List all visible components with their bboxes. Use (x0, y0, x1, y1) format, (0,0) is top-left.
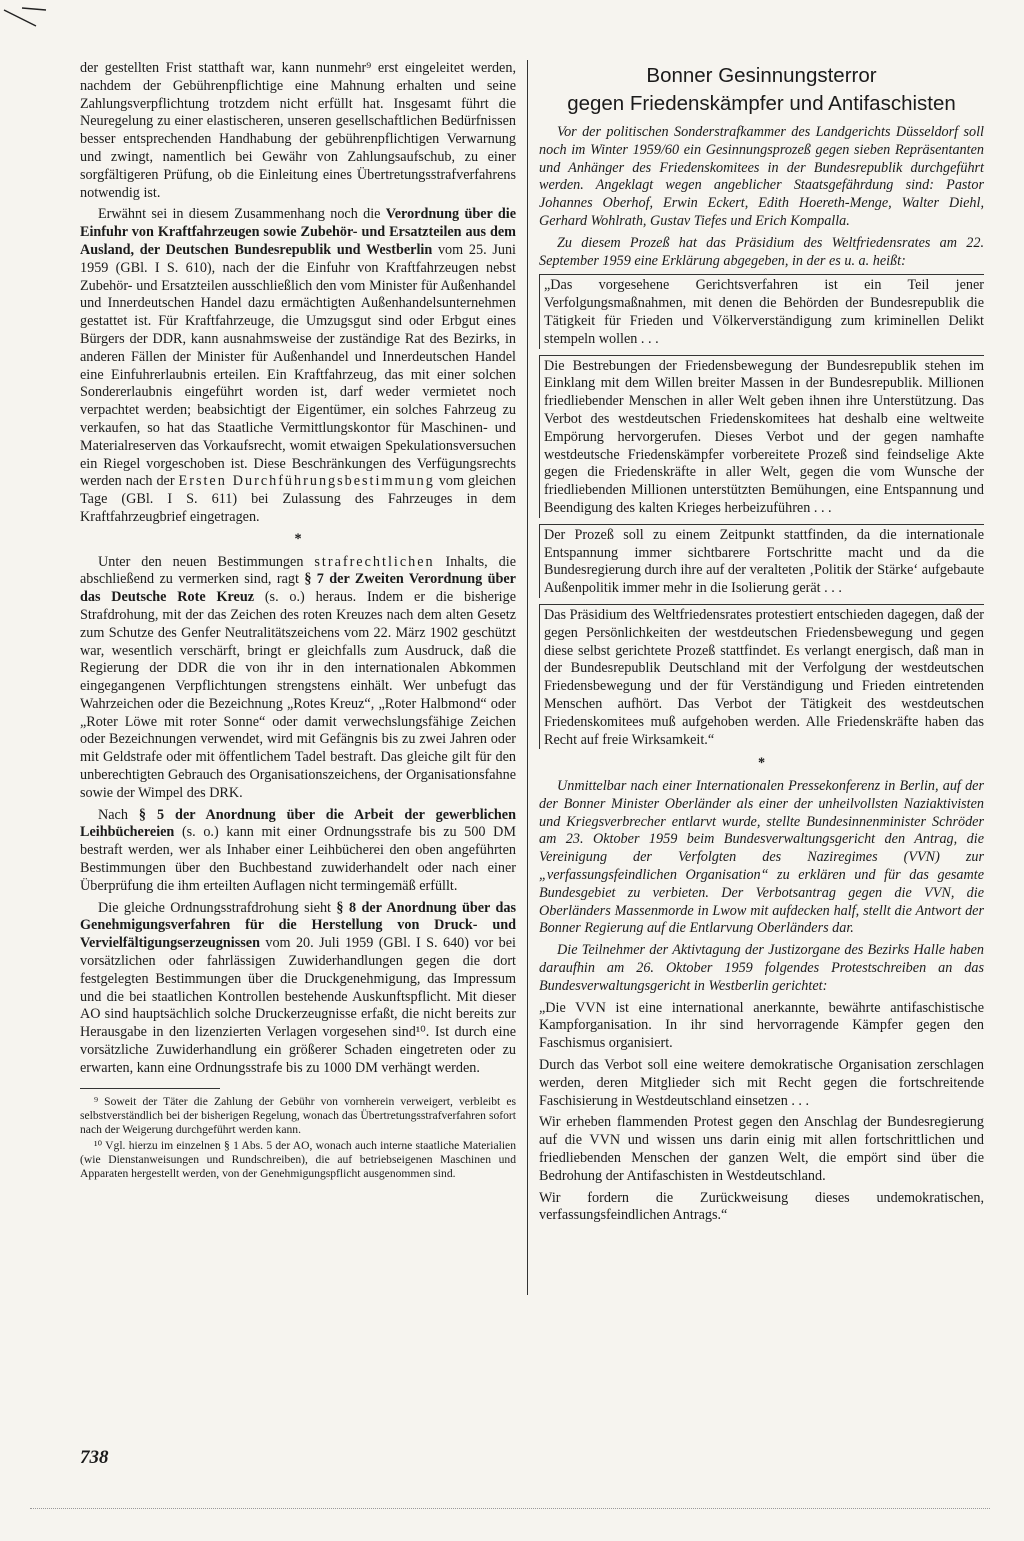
bottom-dotted-rule (30, 1508, 990, 1509)
footnote-rule (80, 1088, 220, 1089)
right-column (539, 60, 984, 1229)
bold-library-ordinance: § 5 der Anordnung über die Arbeit der gewerblichen Leihbüchereien (80, 806, 516, 841)
lead-paragraph-trial: Vor der politischen Sonderstrafkammer des Landgerichts Düsseldorf soll noch im Winter 1959/60 ein Gesinnungsprozeß gegen sieben Repräsentanten und Anhänger des Friedenskomitees in der Bundesrepublik durchgeführt werden. Angeklagt wegen angeblicher Staatsgefährdung sind: Pastor Johannes Oberhof, Erwin Eckert, Edith Hoereth-Menge, Walter Diehl, Gerhard Wohlrath, Gustav Tiefes und Erich Kompalla. (539, 124, 984, 229)
spaced-criminal-law: strafrechtlichen (314, 553, 435, 570)
footnote-9: ⁹ Soweit der Täter die Zahlung der Gebühr von vornherein verweigert, verbleibt es selbstverständlich bei der bisherigen Regelung, wonach das Übertretungsstrafverfahren sofort nach der Weigerung durchgeführt werden kann. (80, 1094, 516, 1136)
bold-printing-ordinance: § 8 der Anordnung über das Genehmigungsverfahren für die Herstellung von Druck- und Vervielfältigungserzeugnissen (80, 899, 516, 952)
quote-paragraph: Die Bestrebungen der Friedensbewegung der Bundesrepublik stehen im Einklang mit dem Willen breiter Massen in der Bundesrepublik. Millionen friedliebender Menschen in aller Welt geben ihnen ihre Unterstützung. Das Verbot des westdeutschen Friedenskomitees hat deshalb eine weltweite Empörung hervorgerufen. Dieses Verbot und der gegen namhafte westdeutsche Friedenskämpfer vorbereitete Prozeß sind feindselige Akte gegen die Friedenskräfte in aller Welt, gegen die vom Wunsche der friedliebenden Millionen unterstützten Bemühungen, eine Entspannung und Beendigung des kalten Krieges herbeizuführen . . . (539, 355, 984, 518)
article-headline: Bonner Gesinnungsterror gegen Friedenskämpfer und Antifaschisten (567, 64, 956, 115)
paragraph-vehicle-import: Erwähnt sei in diesem Zusammenhang noch die Verordnung über die Einfuhr von Kraftfahrzeugen sowie Zubehör- und Ersatzteilen aus dem Ausland, der Deutschen Bundesrepublik und Westberlin vom 25. Juni 1959 (GBl. I S. 610), nach der die Einfuhr von Kraftfahrzeugen nebst Zubehör- und Ersatzteilen ausschließlich den vom Minister für Außenhandel und Innerdeutschen Handel dazu ermächtigten Außenhandelsunternehmen gestattet ist. Für Kraftfahrzeuge, die Umzugsgut sind oder Erbgut eines Bürgers der DDR, kann ausnahmsweise der zuständige Rat des Bezirks, in anderen Fällen der Minister für Außenhandel und Innerdeutschen Handel eine Einfuhrerlaubnis erteilen. Ein Kraftfahrzeug, das mit einer solchen Sondererlaubnis eingeführt worden ist, darf weder vermietet noch verpachtet werden; beabsichtigt der Eigentümer, ein solches Fahrzeug zu verkaufen, so hat das Staatliche Vermittlungskontor für Maschinen- und Materialreserven das Vorkaufsrecht, womit etwaigen Spekulationsversuchen ein Riegel vorgeschoben ist. Diese Beschränkungen des Verfügungsrechts werden nach der Ersten Durchführungsbestimmung vom gleichen Tage (GBl. I S. 611) bei Zulassung des Fahrzeuges in dem Kraftfahrzeugbrief eingetragen. (80, 206, 517, 525)
column-divider (527, 60, 528, 1295)
footnote-10: ¹⁰ Vgl. hierzu im einzelnen § 1 Abs. 5 der AO, wonach auch interne staatliche Materialien (wie Dienstanweisungen und Rundschreiben), die auf betriebseigenen Maschinen und Apparaten hergestellt werden, von der Genehmigungspflicht ausgenommen sind. (80, 1138, 516, 1180)
left-column (80, 60, 516, 1183)
bold-ordinance-title: Verordnung über die Einfuhr von Kraftfahrzeugen sowie Zubehör- und Ersatzteilen aus dem Ausland, der Deutschen Bundesrepublik und Westberlin (80, 206, 517, 258)
lead-paragraph-peace-council: Zu diesem Prozeß hat das Präsidium des Weltfriedensrates am 22. September 1959 eine Erklärung abgegeben, in der es u. a. heißt: (539, 234, 984, 269)
quote-paragraph: Der Prozeß soll zu einem Zeitpunkt stattfinden, da die internationale Entspannung immer sichtbarere Fortschritte macht und da die Bundesregierung durch ihre auf der veralteten ‚Politik der Stärke‘ aufgebaute Außenpolitik immer mehr in die Isolierung gerät . . . (539, 524, 984, 598)
section-separator: * (294, 530, 302, 547)
quote-paragraph: „Die VVN ist eine international anerkannte, bewährte antifaschistische Kampforganisation. In ihr sind hervorragende Kämpfer gegen den Faschismus organisiert. (539, 999, 984, 1052)
paragraph-lending-libraries: Nach § 5 der Anordnung über die Arbeit der gewerblichen Leihbüchereien (s. o.) kann mit einer Ordnungsstrafe bis zu 500 DM bestraft werden, wer als Inhaber einer Leihbücherei den oben angeführten Bestimmungen über den Buchbestand zuwiderhandelt oder nach einer Überprüfung die ihm erteilten Auflagen nicht termingemäß erfüllt. (80, 806, 516, 894)
paragraph-fee-warning: der gestellten Frist statthaft war, kann nunmehr⁹ erst eingeleitet werden, nachdem der Gebührenpflichtige eine Mahnung erhalten und seine Zahlungsverpflichtung trotzdem nicht erfüllt hat. Insgesamt führt die Neuregelung zu einer elastischeren, unseren gesellschaftlichen Bedürfnissen besser entsprechenden Handhabung der gebührenpflichtigen Verwarnung und zwingt, namentlich bei Gewähr von Zahlungsaufschub, zu einer sorgfältigeren Prüfung, ob die Einleitung eines Übertretungsstrafverfahrens notwendig ist. (80, 60, 516, 201)
quote-paragraph: „Das vorgesehene Gerichtsverfahren ist ein Teil jener Verfolgungsmaßnahmen, mit denen die Behörden der Bundesrepublik die Tätigkeit für Frieden und Völkerverständigung zum kriminellen Delikt stempeln wollen . . . (539, 274, 984, 348)
pen-stroke-mark (2, 6, 48, 30)
lead-paragraph-halle-protest: Die Teilnehmer der Aktivtagung der Justizorgane des Bezirks Halle haben daraufhin am 26. Oktober 1959 folgendes Protestschreiben an das Bundesverwaltungsgericht in Westberlin gerichtet: (539, 942, 984, 994)
quote-paragraph: Durch das Verbot soll eine weitere demokratische Organisation zerschlagen werden, deren Mitglieder sich mit Recht gegen die fortschreitende Faschisierung in Westdeutschland einsetzen . . . (539, 1057, 984, 1109)
section-separator: * (757, 755, 766, 772)
lead-paragraph-vvn-ban: Unmittelbar nach einer Internationalen Pressekonferenz in Berlin, auf der der Bonner Minister Oberländer als einer der unheilvollsten Naziaktivisten und Kriegsverbrecher entlarvt wurde, stellte Bundesinnenminister Schröder am 23. Oktober 1959 beim Bundesverwaltungsgericht den Antrag, die Vereinigung der Verfolgten des Naziregimes (VVN) zur „verfassungsfeindlichen Organisation“ zu erklären und für das gesamte Bundesgebiet zu verbieten. Der Verbotsantrag gegen die VVN, die Oberländers Massenmorde in Lwow mit aufdecken half, stellt die Antwort der Bonner Regierung auf die Entlarvung Oberländers dar. (539, 778, 984, 937)
paragraph-red-cross: Unter den neuen Bestimmungen strafrechtlichen Inhalts, die abschließend zu vermerken sind, ragt § 7 der Zweiten Verordnung über das Deutsche Rote Kreuz (s. o.) heraus. Indem er die bisherige Strafdrohung, mit der das Zeichen des roten Kreuzes nach dem alten Gesetz zum Schutze des Genfer Neutralitätszeichens vom 22. März 1902 geschützt war, wesentlich verschärft, bringt er gleichfalls zum Ausdruck, daß die Regierung der DDR die von ihr in den internationalen Abkommen eingegangenen Verpflichtungen strengstens einhält. Wer unbefugt das Wahrzeichen oder die Bezeichnung „Rotes Kreuz“, „Roter Halbmond“ oder „Roter Löwe mit roter Sonne“ oder damit verwechslungsfähige Zeichen oder Bezeichnungen verwendet, wird mit Gefängnis bis zu zwei Jahren oder mit Geldstrafe oder mit öffentlichem Tadel bestraft. Das gleiche gilt für den unberechtigten Gebrauch des Organisationszeichens, der Organisationsfahne sowie der Wimpel des DRK. (80, 553, 516, 801)
quote-paragraph: Wir fordern die Zurückweisung dieses undemokratischen, verfassungsfeindlichen Antrags.“ (539, 1189, 984, 1224)
quote-paragraph: Das Präsidium des Weltfriedensrates protestiert entschieden dagegen, daß der gegen Persönlichkeiten der westdeutschen Friedensbewegung und gegen diese selbst gerichtete Prozeß stattfindet. Es verlangt energisch, daß man in der Bundesrepublik Deutschland mit der Verfolgung der westdeutschen Friedensbewegung und der für Verständigung und Frieden eintretenden Menschen aufhört. Das Verbot der Tätigkeit des westdeutschen Friedenskomitees muß aufgehoben werden. Alle Friedenskräfte haben das Recht auf freie Wirksamkeit.“ (539, 604, 984, 749)
bold-red-cross-ordinance: § 7 der Zweiten Verordnung über das Deutsche Rote Kreuz (80, 571, 516, 606)
spaced-implementation-rule: Ersten Durchführungsbestimmung (178, 473, 435, 490)
page-number: 738 (80, 1447, 109, 1468)
paragraph-printing-approval: Die gleiche Ordnungsstrafdrohung sieht § 8 der Anordnung über das Genehmigungsverfahren für die Herstellung von Druck- und Vervielfältigungserzeugnissen vom 20. Juli 1959 (GBl. I S. 640) vor bei vorsätzlichen oder fahrlässigen Zuwiderhandlungen gegen die dort festgelegten Bestimmungen über die Druckgenehmigung, das Impressum und die bei staatlichen Kontrollen bestehende Auskunftspflicht. Mit dieser AO sind hauptsächlich solche Druckerzeugnisse erfaßt, die nicht bereits zur Herausgabe in den lizenzierten Verlagen vorgesehen sind¹⁰. Ist durch eine vorsätzliche Zuwiderhandlung ein größerer Schaden eingetreten oder zu erwarten, kann eine Ordnungsstrafe bis zu 1000 DM verhängt werden. (80, 899, 516, 1076)
quote-paragraph: Wir erheben flammenden Protest gegen den Anschlag der Bundesregierung auf die VVN und wissen uns darin einig mit allen fortschrittlichen und friedliebenden Menschen der ganzen Welt, die empört sind über die Bedrohung der Antifaschisten in Westdeutschland. (539, 1114, 984, 1184)
